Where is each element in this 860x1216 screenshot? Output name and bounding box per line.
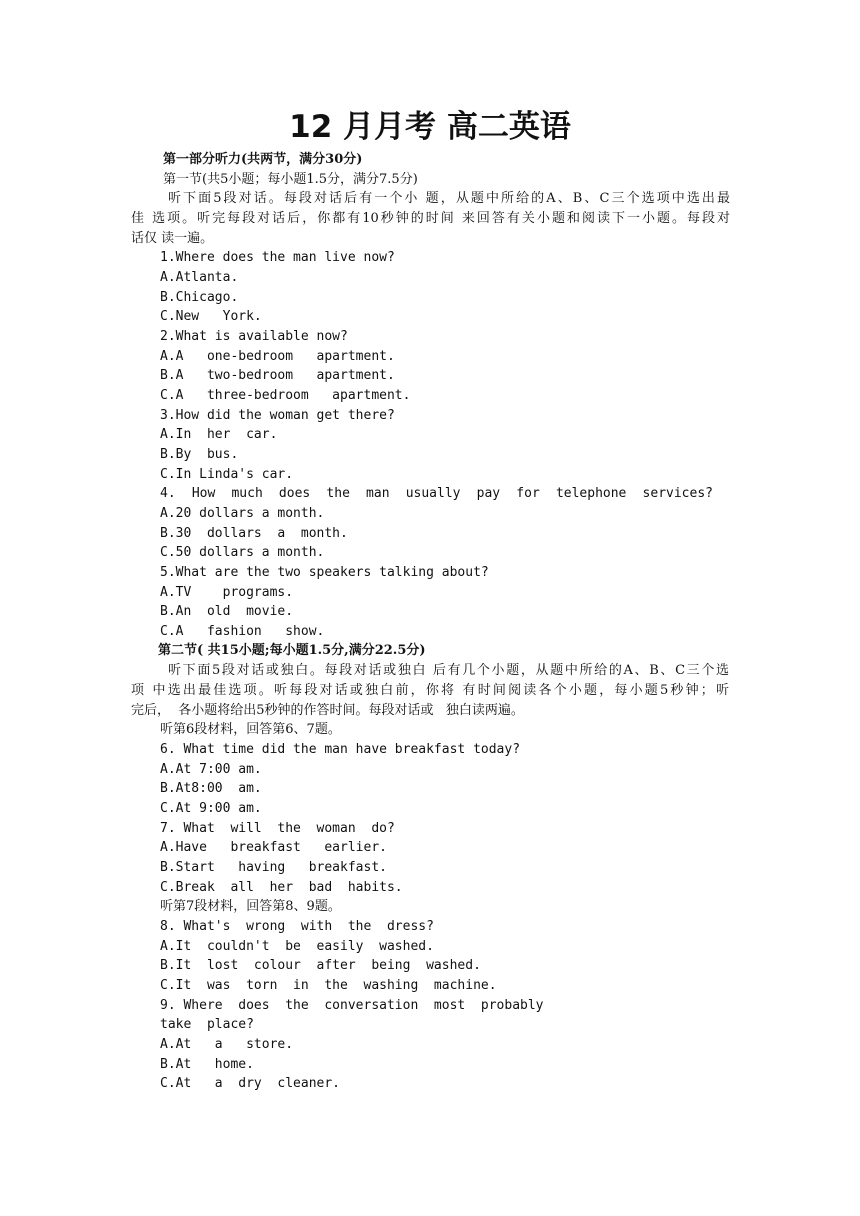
text-line: A.Atlanta.	[160, 270, 239, 285]
text-line: C.At a dry cleaner.	[160, 1076, 341, 1091]
text-line: 5.What are the two speakers talking about?	[160, 565, 489, 580]
text-line: 7. What will the woman do?	[160, 821, 395, 836]
text-line: 话仅 读一遍。	[131, 231, 214, 246]
text-line: 1.Where does the man live now?	[160, 250, 395, 265]
text-line: C.At 9:00 am.	[160, 801, 262, 816]
text-line: B.By bus.	[160, 447, 239, 462]
text-line: A.20 dollars a month.	[160, 506, 325, 521]
text-line: C.A three-bedroom apartment.	[160, 388, 411, 403]
text-line: C.Break all her bad habits.	[160, 880, 403, 895]
page-title: 12 月月考 高二英语	[289, 109, 571, 145]
text-line: B.At8:00 am.	[160, 781, 262, 796]
text-line: 3.How did the woman get there?	[160, 408, 395, 423]
text-line: B.An old movie.	[160, 604, 294, 619]
text-line: C.New York.	[160, 309, 262, 324]
text-line: 听下面5段对话或独白。每段对话或独白 后有几个小题，从题中所给的A、B、C三个选	[168, 663, 729, 678]
text-line: 8. What's wrong with the dress?	[160, 919, 434, 934]
text-line: A.In her car.	[160, 427, 278, 442]
text-line: A.It couldn't be easily washed.	[160, 939, 434, 954]
text-line: B.At home.	[160, 1057, 254, 1072]
text-line: take place?	[160, 1017, 254, 1032]
text-line: B.Chicago.	[160, 290, 239, 305]
text-line: 听第7段材料，回答第8、9题。	[160, 899, 341, 914]
text-line: B.30 dollars a month.	[160, 526, 348, 541]
text-line: A.TV programs.	[160, 585, 294, 600]
text-line: 6. What time did the man have breakfast today?	[160, 742, 521, 757]
text-line: 完后， 各小题将给出5秒钟的作答时间。每段对话或 独白读两遍。	[131, 703, 524, 718]
text-line: B.Start having breakfast.	[160, 860, 387, 875]
text-line: A.Have breakfast earlier.	[160, 840, 387, 855]
text-line: A.At 7:00 am.	[160, 762, 262, 777]
text-line: A.A one-bedroom apartment.	[160, 349, 395, 364]
text-line: C.A fashion show.	[160, 624, 325, 639]
text-line: 第二节( 共15小题;每小题1.5分,满分22.5分)	[158, 643, 426, 658]
text-line: 听第6段材料，回答第6、7题。	[160, 722, 341, 737]
text-line: A.At a store.	[160, 1037, 294, 1052]
text-line: 9. Where does the conversation most probably	[160, 998, 544, 1013]
text-line: B.A two-bedroom apartment.	[160, 368, 395, 383]
text-line: 听下面5段对话。每段对话后有一个小 题，从题中所给的A、B、C三个选项中选出最	[168, 191, 730, 206]
text-line: 第一部分听力(共两节，满分30分)	[163, 152, 363, 167]
text-line: 佳 选项。听完每段对话后，你都有10秒钟的时间 来回答有关小题和阅读下一小题。每段对	[131, 211, 730, 226]
text-line: 2.What is available now?	[160, 329, 348, 344]
text-line: C.50 dollars a month.	[160, 545, 325, 560]
text-line: C.It was torn in the washing machine.	[160, 978, 497, 993]
text-line: 第一节(共5小题；每小题1.5分，满分7.5分)	[163, 172, 418, 187]
text-line: B.It lost colour after being washed.	[160, 958, 481, 973]
text-line: 项 中选出最佳选项。听每段对话或独白前，你将 有时间阅读各个小题，每小题5秒钟；听	[131, 683, 729, 698]
text-line: 4. How much does the man usually pay for telephone services?	[160, 486, 713, 501]
text-line: C.In Linda's car.	[160, 467, 294, 482]
